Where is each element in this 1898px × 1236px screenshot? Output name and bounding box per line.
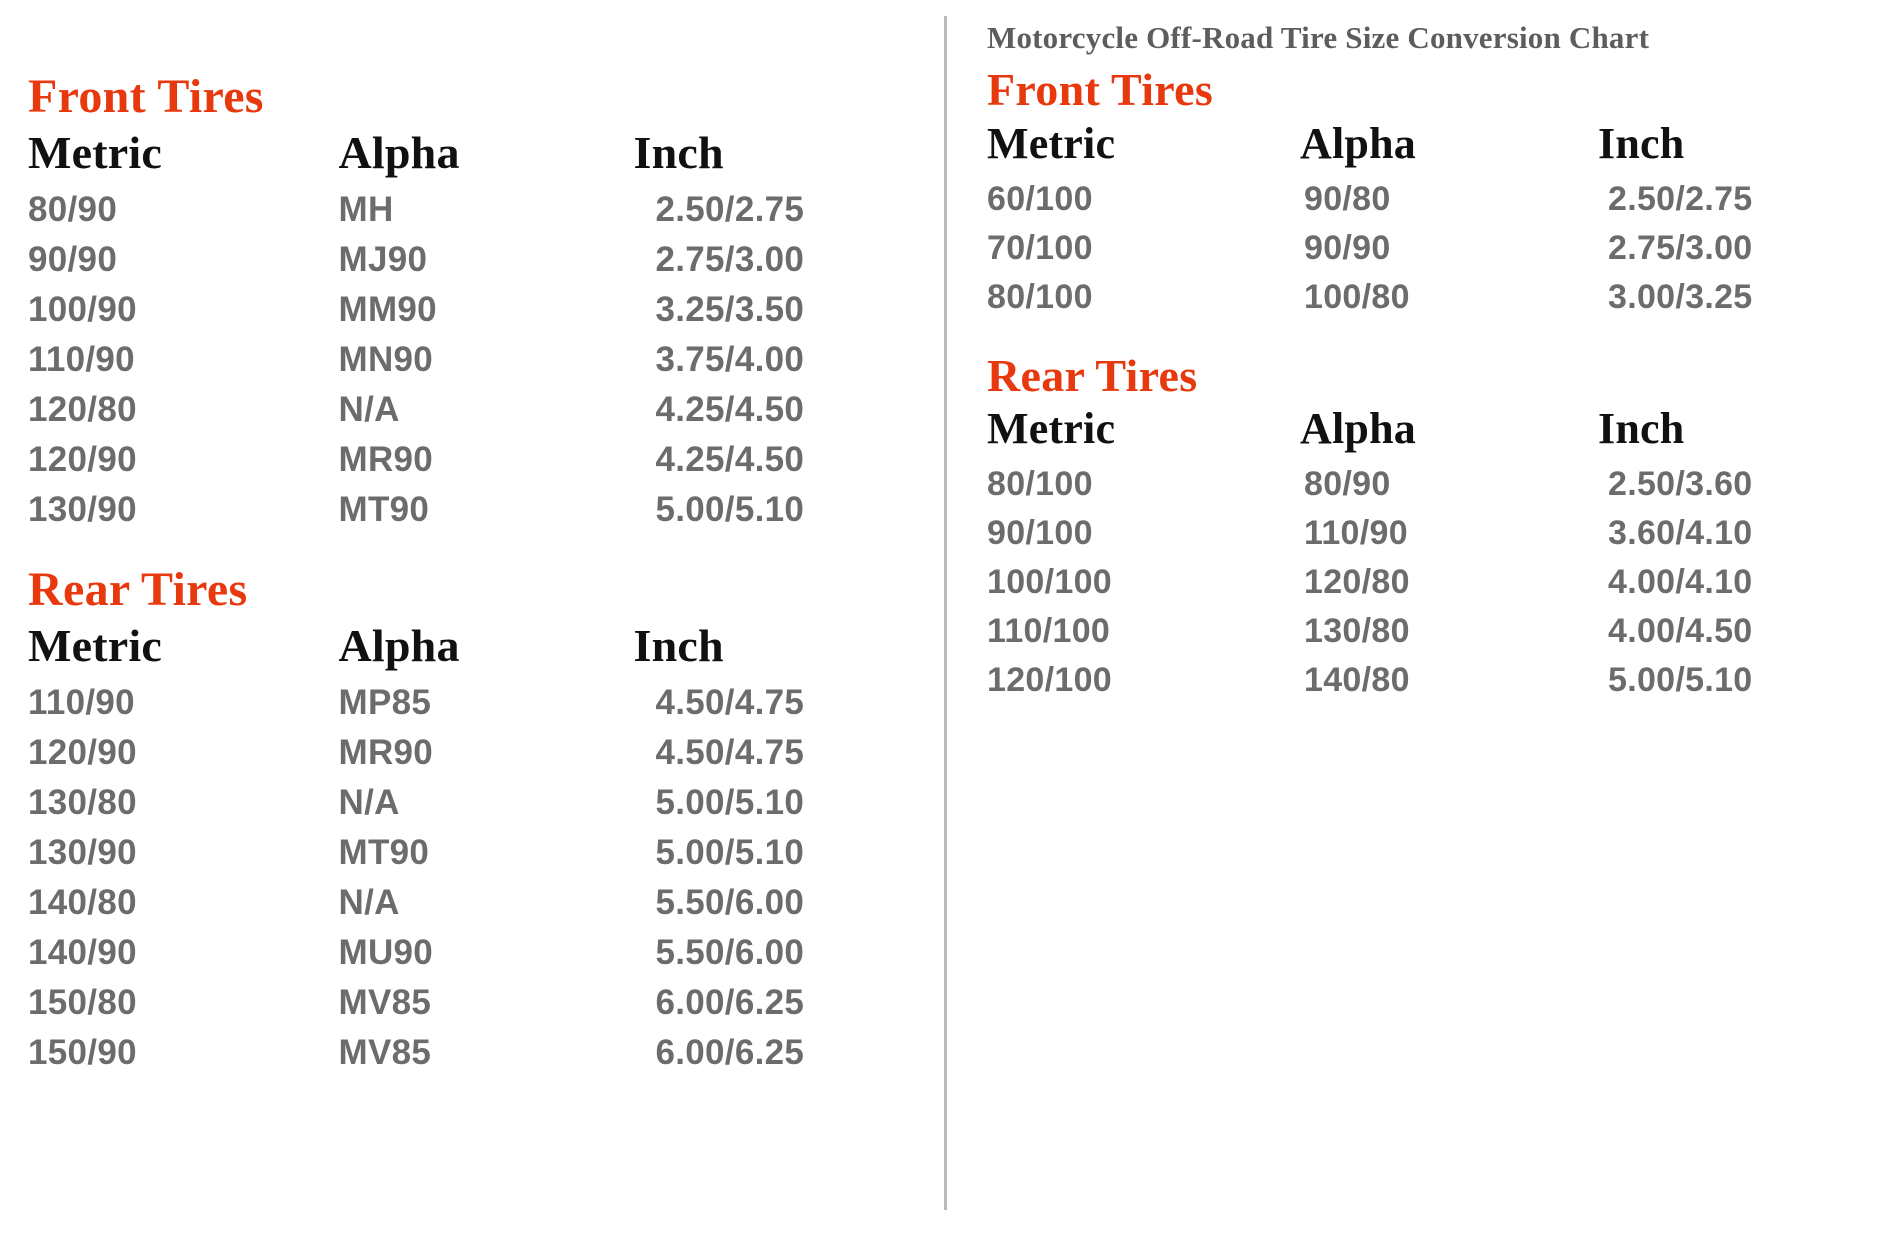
table-row bbox=[28, 335, 944, 385]
column-header-alpha: Alpha bbox=[1300, 118, 1416, 168]
cell-alpha: 130/80 bbox=[1304, 612, 1410, 651]
cell-inch: 3.75/4.00 bbox=[655, 339, 805, 379]
table-row bbox=[987, 273, 1898, 322]
cell-metric: 110/100 bbox=[987, 612, 1111, 651]
table-row bbox=[28, 828, 944, 878]
column-header-alpha: Alpha bbox=[1300, 404, 1416, 454]
cell-metric: 110/90 bbox=[28, 682, 135, 722]
cell-inch: 5.00/5.10 bbox=[655, 489, 805, 529]
cell-alpha: 140/80 bbox=[1304, 661, 1410, 700]
cell-inch: 2.75/3.00 bbox=[1608, 228, 1753, 267]
left-front-tires-table bbox=[28, 124, 944, 535]
cell-inch: 3.25/3.50 bbox=[655, 289, 805, 329]
column-header-alpha: Alpha bbox=[338, 619, 460, 671]
cell-metric: 140/90 bbox=[28, 932, 137, 972]
table-row bbox=[28, 1028, 944, 1078]
table-row bbox=[28, 285, 944, 335]
table-row bbox=[987, 558, 1898, 607]
cell-metric: 140/80 bbox=[28, 882, 137, 922]
right-front-tires-heading: Front Tires bbox=[987, 64, 1214, 115]
table-header-row bbox=[987, 116, 1898, 175]
table-row bbox=[28, 878, 944, 928]
page-title: Motorcycle Off-Road Tire Size Conversion Chart bbox=[987, 20, 1650, 55]
cell-alpha: MR90 bbox=[338, 732, 434, 772]
table-header-row bbox=[28, 124, 944, 185]
table-header-row bbox=[987, 401, 1898, 460]
cell-alpha: N/A bbox=[338, 782, 400, 822]
right-rear-tires-table bbox=[987, 401, 1898, 705]
cell-alpha: 90/90 bbox=[1304, 228, 1391, 267]
cell-alpha: MV85 bbox=[338, 1032, 432, 1072]
cell-metric: 120/80 bbox=[28, 389, 137, 429]
cell-inch: 5.50/6.00 bbox=[655, 932, 805, 972]
cell-metric: 120/100 bbox=[987, 661, 1113, 700]
cell-metric: 120/90 bbox=[28, 439, 137, 479]
cell-inch: 4.00/4.50 bbox=[1608, 612, 1753, 651]
cell-inch: 3.60/4.10 bbox=[1608, 514, 1753, 553]
cell-inch: 4.25/4.50 bbox=[655, 439, 805, 479]
off-road-chart-column bbox=[947, 0, 1898, 1236]
table-row bbox=[28, 928, 944, 978]
cell-inch: 4.00/4.10 bbox=[1608, 563, 1753, 602]
cell-alpha: MV85 bbox=[338, 982, 432, 1022]
cell-metric: 60/100 bbox=[987, 179, 1093, 218]
cell-alpha: N/A bbox=[338, 882, 400, 922]
table-row bbox=[28, 778, 944, 828]
cell-inch: 5.00/5.10 bbox=[655, 782, 805, 822]
left-rear-tires-table bbox=[28, 617, 944, 1078]
cell-alpha: MT90 bbox=[338, 489, 430, 529]
cell-metric: 130/80 bbox=[28, 782, 137, 822]
cell-alpha: MJ90 bbox=[338, 239, 428, 279]
left-front-tires-heading: Front Tires bbox=[28, 70, 264, 123]
cell-inch: 2.50/3.60 bbox=[1608, 465, 1753, 504]
column-header-metric: Metric bbox=[28, 619, 162, 671]
table-row bbox=[987, 175, 1898, 224]
cell-inch: 2.50/2.75 bbox=[655, 189, 805, 229]
cell-metric: 80/100 bbox=[987, 465, 1093, 504]
cell-inch: 2.50/2.75 bbox=[1608, 179, 1753, 218]
table-row bbox=[28, 728, 944, 778]
cell-inch: 5.50/6.00 bbox=[655, 882, 805, 922]
right-rear-tires-heading: Rear Tires bbox=[987, 349, 1198, 401]
cell-alpha: MM90 bbox=[338, 289, 437, 329]
cell-inch: 4.25/4.50 bbox=[655, 389, 805, 429]
cell-alpha: MN90 bbox=[338, 339, 434, 379]
table-row bbox=[28, 185, 944, 235]
column-header-metric: Metric bbox=[28, 126, 162, 178]
table-row bbox=[28, 235, 944, 285]
column-header-inch: Inch bbox=[1598, 118, 1685, 168]
cell-alpha: MT90 bbox=[338, 832, 430, 872]
table-row bbox=[987, 509, 1898, 558]
cell-inch: 3.00/3.25 bbox=[1608, 277, 1753, 316]
cell-inch: 4.50/4.75 bbox=[655, 732, 805, 772]
table-row bbox=[28, 978, 944, 1028]
column-header-alpha: Alpha bbox=[338, 126, 460, 178]
right-front-tires-table bbox=[987, 116, 1898, 322]
table-row bbox=[28, 678, 944, 728]
on-road-chart-column bbox=[0, 0, 944, 1236]
cell-metric: 130/90 bbox=[28, 489, 137, 529]
column-header-inch: Inch bbox=[633, 619, 724, 671]
table-row bbox=[28, 485, 944, 535]
column-header-metric: Metric bbox=[987, 118, 1116, 168]
cell-inch: 6.00/6.25 bbox=[655, 982, 805, 1022]
cell-alpha: 100/80 bbox=[1304, 277, 1410, 316]
cell-metric: 120/90 bbox=[28, 732, 137, 772]
cell-inch: 4.50/4.75 bbox=[655, 682, 805, 722]
table-row bbox=[987, 460, 1898, 509]
cell-metric: 150/80 bbox=[28, 982, 137, 1022]
cell-inch: 2.75/3.00 bbox=[655, 239, 805, 279]
cell-alpha: 110/90 bbox=[1304, 514, 1408, 553]
cell-metric: 90/90 bbox=[28, 239, 118, 279]
cell-alpha: MU90 bbox=[338, 932, 434, 972]
table-row bbox=[987, 224, 1898, 273]
cell-alpha: 120/80 bbox=[1304, 563, 1410, 602]
column-header-inch: Inch bbox=[1598, 404, 1685, 454]
cell-metric: 100/100 bbox=[987, 563, 1113, 602]
cell-inch: 6.00/6.25 bbox=[655, 1032, 805, 1072]
cell-metric: 100/90 bbox=[28, 289, 137, 329]
column-header-metric: Metric bbox=[987, 404, 1116, 454]
cell-metric: 150/90 bbox=[28, 1032, 137, 1072]
cell-inch: 5.00/5.10 bbox=[655, 832, 805, 872]
table-row bbox=[987, 607, 1898, 656]
cell-alpha: MP85 bbox=[338, 682, 432, 722]
cell-metric: 90/100 bbox=[987, 514, 1093, 553]
cell-alpha: 90/80 bbox=[1304, 179, 1391, 218]
cell-alpha: MR90 bbox=[338, 439, 434, 479]
cell-inch: 5.00/5.10 bbox=[1608, 661, 1753, 700]
cell-metric: 130/90 bbox=[28, 832, 137, 872]
cell-metric: 80/100 bbox=[987, 277, 1093, 316]
cell-alpha: N/A bbox=[338, 389, 400, 429]
cell-metric: 70/100 bbox=[987, 228, 1093, 267]
cell-alpha: 80/90 bbox=[1304, 465, 1391, 504]
table-header-row bbox=[28, 617, 944, 678]
left-rear-tires-heading: Rear Tires bbox=[28, 562, 248, 616]
table-row bbox=[987, 656, 1898, 705]
column-header-inch: Inch bbox=[633, 126, 724, 178]
cell-metric: 110/90 bbox=[28, 339, 135, 379]
table-row bbox=[28, 385, 944, 435]
table-row bbox=[28, 435, 944, 485]
cell-metric: 80/90 bbox=[28, 189, 118, 229]
cell-alpha: MH bbox=[338, 189, 394, 229]
